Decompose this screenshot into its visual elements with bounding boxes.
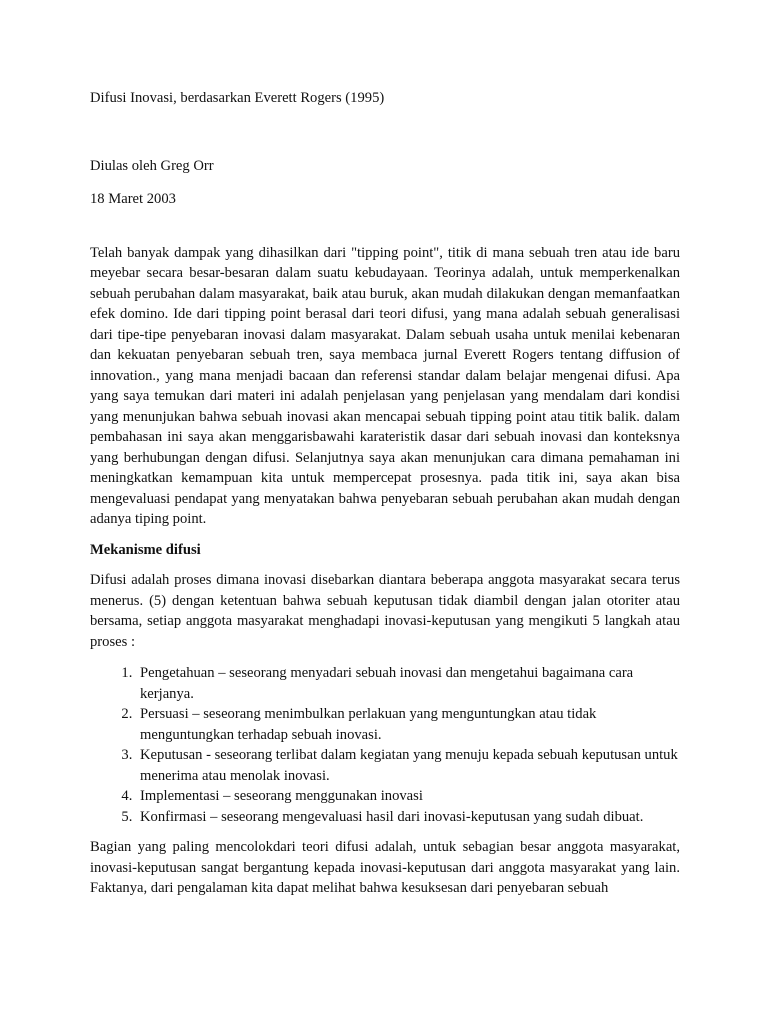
section-heading: Mekanisme difusi	[90, 541, 201, 558]
intro-paragraph: Telah banyak dampak yang dihasilkan dari "tipping point", titik di mana sebuah tren atau ide baru meyebar secara besar-besaran dalam suatu kebudayaan. Teorinya adalah, untuk memperkenalkan sebuah perubahan dalam masyarakat, baik atau buruk, akan mudah dilakukan dengan memanfaatkan efek domino. Ide dari tipping point berasal dari teori difusi, yang mana adalah sebuah generalisasi dari tipe-tipe penyebaran inovasi dalam masyarakat. Dalam sebuah usaha untuk menilai kebenaran dan kekuatan penyebaran sebuah tren, saya membaca jurnal Everett Rogers tentang diffusion of innovation., yang mana menjadi bacaan dan referensi standar dalam belajar mengenai difusi. Apa yang saya temukan dari materi ini adalah penjelasan yang penjelasan yang mendalam dari kondisi yang menunjukan bahwa sebuah inovasi akan mencapai sebuah tipping point atau titik balik. dalam pembahasan ini saya akan menggarisbawahi karateristik dasar dari sebuah inovasi dan konteksnya yang berhubungan dengan difusi. Selanjutnya saya akan menunjukan cara dimana pemahaman ini meningkatkan kemampuan kita untuk mempercepat prosesnya. pada titik ini, saya akan bisa mengevaluasi pendapat yang menyatakan bahwa penyebaran sebuah perubahan akan mudah dengan adanya tiping point.	[90, 244, 680, 527]
list-item: 5. Konfirmasi – seseorang mengevaluasi hasil dari inovasi-keputusan yang sudah dibuat.	[136, 807, 680, 828]
reviewer-line: Diulas oleh Greg Orr	[90, 157, 214, 174]
list-item: 1. Pengetahuan – seseorang menyadari sebuah inovasi dan mengetahui bagaimana cara kerjanya.	[136, 663, 680, 704]
list-item: 3. Keputusan - seseorang terlibat dalam kegiatan yang menuju kepada sebuah keputusan untuk menerima atau menolak inovasi.	[136, 745, 680, 786]
document-title: Difusi Inovasi, berdasarkan Everett Rogers (1995)	[90, 90, 385, 106]
closing-paragraph: Bagian yang paling mencolokdari teori difusi adalah, untuk sebagian besar anggota masyarakat, inovasi-keputusan sangat bergantung kepada inovasi-keputusan dari anggota masyarakat yang lain. Faktanya, dari pengalaman kita dapat melihat bahwa kesuksesan dari penyebaran sebuah	[90, 839, 680, 896]
mechanism-paragraph: Difusi adalah proses dimana inovasi disebarkan diantara beberapa anggota masyarakat secara terus menerus. (5) dengan ketentuan bahwa sebuah keputusan tidak diambil dengan jalan otoriter atau bersama, setiap anggota masyarakat menghadapi inovasi-keputusan yang mengikuti 5 langkah atau proses :	[90, 572, 680, 650]
steps-list	[90, 663, 680, 827]
date-line: 18 Maret 2003	[90, 191, 176, 207]
list-item: 2. Persuasi – seseorang menimbulkan perlakuan yang menguntungkan atau tidak menguntungkan terhadap sebuah inovasi.	[136, 704, 680, 745]
list-item: 4. Implementasi – seseorang menggunakan inovasi	[136, 786, 680, 807]
document-page	[90, 88, 680, 899]
